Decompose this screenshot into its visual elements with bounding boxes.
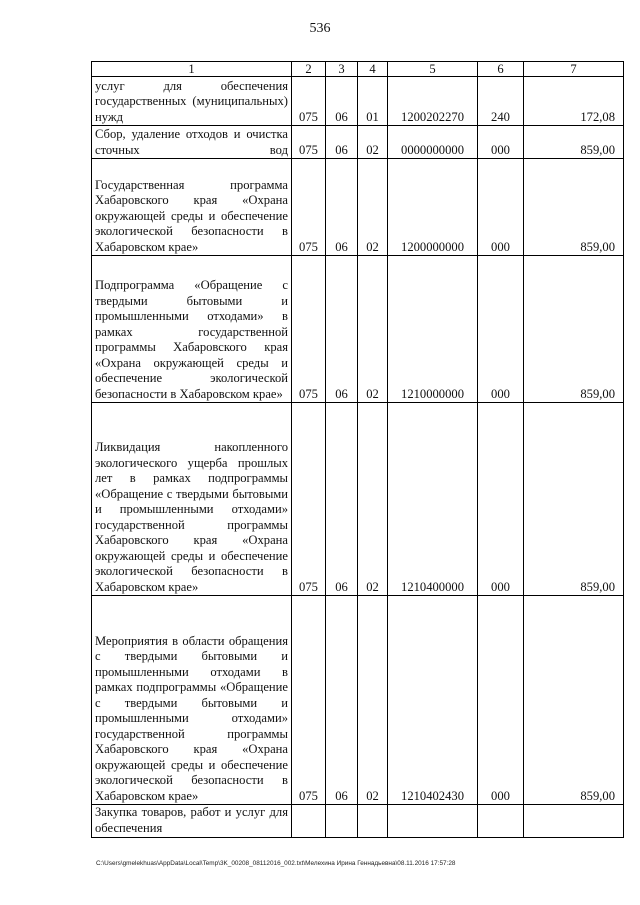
cell-section bbox=[326, 805, 358, 838]
cell-section: 06 bbox=[326, 256, 358, 403]
cell-subsection: 02 bbox=[358, 256, 388, 403]
cell-code bbox=[292, 805, 326, 838]
cell-amount: 859,00 bbox=[524, 596, 624, 805]
cell-amount: 859,00 bbox=[524, 159, 624, 256]
page-number: 536 bbox=[309, 21, 331, 36]
cell-code: 075 bbox=[292, 159, 326, 256]
column-header: 1 bbox=[92, 62, 292, 77]
cell-code: 075 bbox=[292, 403, 326, 596]
cell-code: 075 bbox=[292, 596, 326, 805]
table-row bbox=[92, 403, 624, 596]
cell-section: 06 bbox=[326, 126, 358, 159]
cell-section: 06 bbox=[326, 403, 358, 596]
row-description: Мероприятия в области обращения с твердыми бытовыми и промышленными отходами в рамках подпрограммы «Обращение с твердыми бытовыми и промышленными отходами» государственной программы Хабаровского края «Охрана окружающей среды и обеспечение экологической безопасности в Хабаровском крае» bbox=[92, 596, 292, 805]
table-row bbox=[92, 596, 624, 805]
cell-subsection: 01 bbox=[358, 77, 388, 126]
cell-amount: 859,00 bbox=[524, 256, 624, 403]
cell-code: 075 bbox=[292, 256, 326, 403]
cell-target-article: 1200000000 bbox=[388, 159, 478, 256]
file-path-footer: C:\Users\gmelekhuas\AppData\Local\Temp\3K_00208_08112016_002.txt\Мелехина Ирина Геннадьевна\08.11.2016 17:57:28 bbox=[96, 860, 456, 867]
table-row bbox=[92, 126, 624, 159]
column-header: 6 bbox=[478, 62, 524, 77]
cell-code: 075 bbox=[292, 126, 326, 159]
table-header-row bbox=[92, 62, 624, 77]
row-description: Государственная программа Хабаровского края «Охрана окружающей среды и обеспечение экологической безопасности в Хабаровском крае» bbox=[92, 159, 292, 256]
table-row bbox=[92, 256, 624, 403]
cell-subsection: 02 bbox=[358, 159, 388, 256]
column-header: 7 bbox=[524, 62, 624, 77]
cell-section: 06 bbox=[326, 77, 358, 126]
column-header: 3 bbox=[326, 62, 358, 77]
cell-expense-type: 000 bbox=[478, 126, 524, 159]
cell-amount: 859,00 bbox=[524, 403, 624, 596]
cell-code: 075 bbox=[292, 77, 326, 126]
row-description: Закупка товаров, работ и услуг для обеспечения bbox=[92, 805, 292, 838]
cell-amount: 172,08 bbox=[524, 77, 624, 126]
table-row bbox=[92, 159, 624, 256]
budget-table bbox=[91, 61, 624, 838]
cell-subsection bbox=[358, 805, 388, 838]
cell-target-article: 0000000000 bbox=[388, 126, 478, 159]
row-description: Подпрограмма «Обращение с твердыми бытовыми и промышленными отходами» в рамках государственной программы Хабаровского края «Охрана окружающей среды и обеспечение экологической безопасности в Хабаровском крае» bbox=[92, 256, 292, 403]
column-header: 5 bbox=[388, 62, 478, 77]
cell-subsection: 02 bbox=[358, 403, 388, 596]
row-description: Сбор, удаление отходов и очистка сточных вод bbox=[92, 126, 292, 159]
cell-expense-type: 000 bbox=[478, 403, 524, 596]
column-header: 2 bbox=[292, 62, 326, 77]
cell-target-article: 1210402430 bbox=[388, 596, 478, 805]
cell-expense-type: 240 bbox=[478, 77, 524, 126]
cell-target-article bbox=[388, 805, 478, 838]
row-description: услуг для обеспечения государственных (муниципальных) нужд bbox=[92, 77, 292, 126]
cell-amount bbox=[524, 805, 624, 838]
cell-section: 06 bbox=[326, 596, 358, 805]
cell-expense-type: 000 bbox=[478, 256, 524, 403]
cell-expense-type bbox=[478, 805, 524, 838]
table-row bbox=[92, 77, 624, 126]
cell-subsection: 02 bbox=[358, 126, 388, 159]
cell-expense-type: 000 bbox=[478, 159, 524, 256]
cell-subsection: 02 bbox=[358, 596, 388, 805]
column-header: 4 bbox=[358, 62, 388, 77]
row-description: Ликвидация накопленного экологического ущерба прошлых лет в рамках подпрограммы «Обращение с твердыми бытовыми и промышленными отходами» государственной программы Хабаровского края «Охрана окружающей среды и обеспечение экологической безопасности в Хабаровском крае» bbox=[92, 403, 292, 596]
table-row bbox=[92, 805, 624, 838]
cell-target-article: 1210400000 bbox=[388, 403, 478, 596]
cell-target-article: 1210000000 bbox=[388, 256, 478, 403]
cell-target-article: 1200202270 bbox=[388, 77, 478, 126]
cell-amount: 859,00 bbox=[524, 126, 624, 159]
cell-expense-type: 000 bbox=[478, 596, 524, 805]
cell-section: 06 bbox=[326, 159, 358, 256]
